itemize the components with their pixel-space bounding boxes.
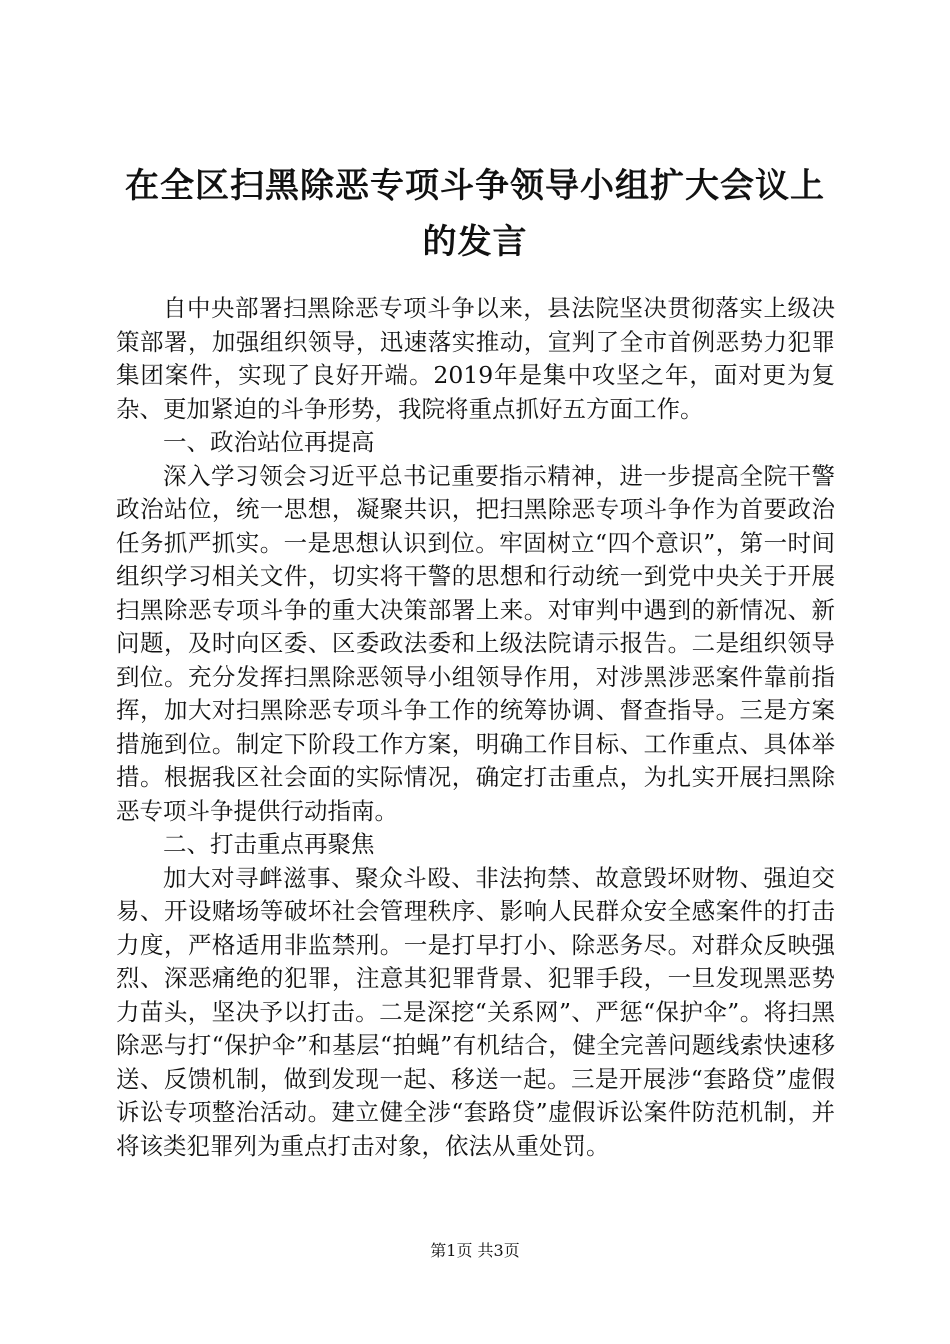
document-body bbox=[116, 292, 835, 1163]
section-heading-1: 一、政治站位再提高 bbox=[163, 428, 375, 456]
section-2-paragraph: 加大对寻衅滋事、聚众斗殴、非法拘禁、故意毁坏财物、强迫交易、开设赌场等破坏社会管理秩序、影响人民群众安全感案件的打击力度，严格适用非监禁刑。一是打早打小、除恶务尽。对群众反映强烈、深恶痛绝的犯罪，注意其犯罪背景、犯罪手段，一旦发现黑恶势力苗头，坚决予以打击。二是深挖“关系网”、严惩“保护伞”。将扫黑除恶与打“保护伞”和基层“拍蝇”有机结合，健全完善问题线索快速移送、反馈机制，做到发现一起、移送一起。三是开展涉“套路贷”虚假诉讼专项整治活动。建立健全涉“套路贷”虚假诉讼案件防范机制，并将该类犯罪列为重点打击对象，依法从重处罚。 bbox=[116, 863, 835, 1160]
intro-paragraph: 自中央部署扫黑除恶专项斗争以来，县法院坚决贯彻落实上级决策部署，加强组织领导，迅速落实推动，宣判了全市首例恶势力犯罪集团案件，实现了良好开端。2019年是集中攻坚之年，面对更为复杂、更加紧迫的斗争形势，我院将重点抓好五方面工作。 bbox=[116, 294, 835, 423]
title-line-1: 在全区扫黑除恶专项斗争领导小组扩大会议上 bbox=[125, 166, 825, 206]
section-1-paragraph: 深入学习领会习近平总书记重要指示精神，进一步提高全院干警政治站位，统一思想，凝聚共识，把扫黑除恶专项斗争作为首要政治任务抓严抓实。一是思想认识到位。牢固树立“四个意识”，第一时间组织学习相关文件，切实将干警的思想和行动统一到党中央关于开展扫黑除恶专项斗争的重大决策部署上来。对审判中遇到的新情况、新问题，及时向区委、区委政法委和上级法院请示报告。二是组织领导到位。充分发挥扫黑除恶领导小组领导作用，对涉黑涉恶案件靠前指挥，加大对扫黑除恶专项斗争工作的统筹协调、督查指导。三是方案措施到位。制定下阶段工作方案，明确工作目标、工作重点、具体举措。根据我区社会面的实际情况，确定打击重点，为扎实开展扫黑除恶专项斗争提供行动指南。 bbox=[116, 461, 835, 825]
section-heading-2: 二、打击重点再聚焦 bbox=[163, 830, 375, 858]
document-title bbox=[100, 158, 850, 270]
title-line-2: 的发言 bbox=[422, 222, 528, 262]
page-footer: 第1页 共3页 bbox=[430, 1241, 520, 1260]
